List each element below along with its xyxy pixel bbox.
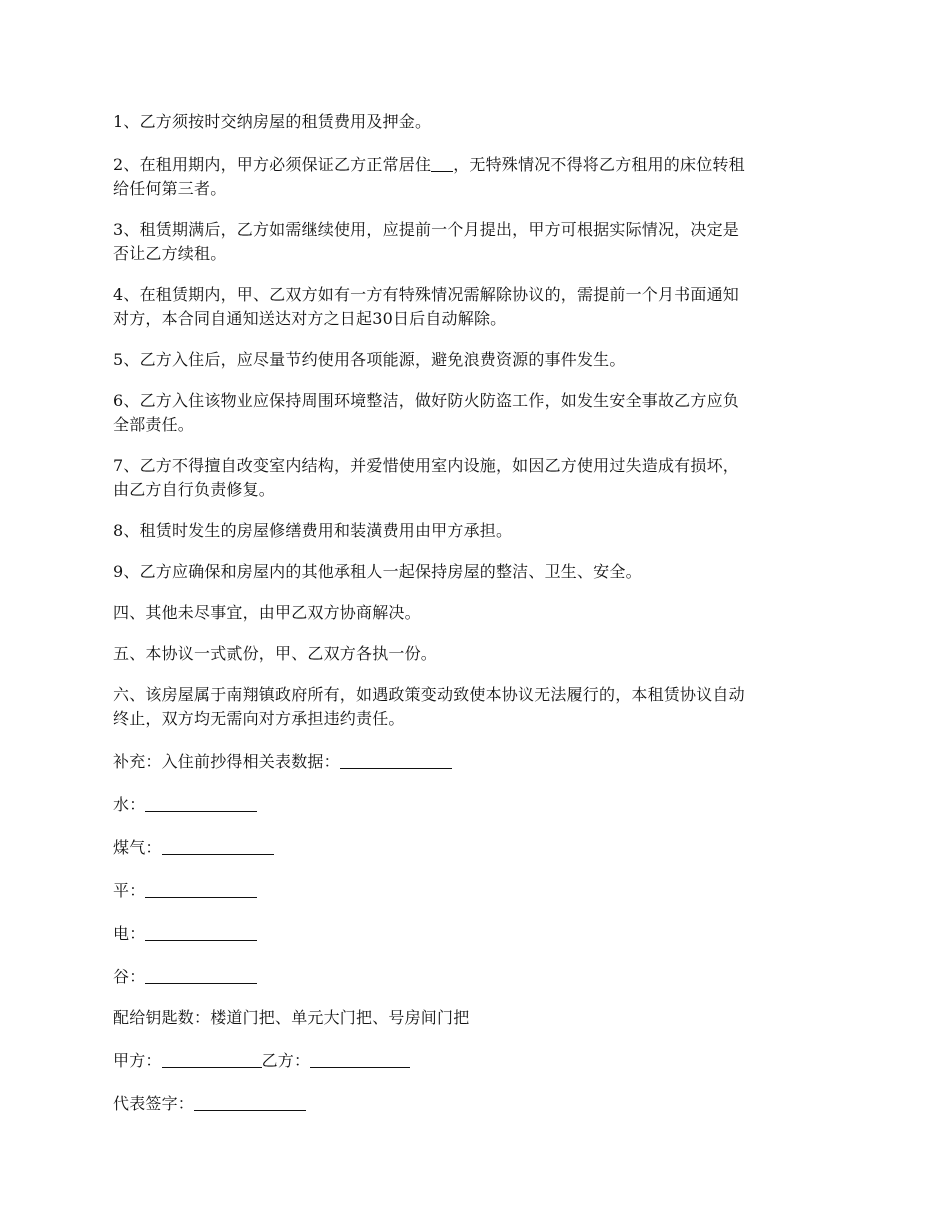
clause-6 [113, 389, 843, 437]
document-page [113, 110, 843, 1133]
party-b-label: 乙方： [261, 1051, 311, 1070]
clause-text: 否让乙方续租。 [113, 244, 227, 263]
section-text: 六、该房屋属于南翔镇政府所有，如遇政策变动致使本协议无法履行的，本租赁协议自动 [113, 685, 745, 704]
gas-meter-row [113, 834, 843, 860]
clause-line [113, 151, 843, 177]
clause-text: 1、乙方须按时交纳房屋的租赁费用及押金。 [113, 112, 432, 131]
blank-line [194, 1092, 306, 1111]
blank-line [145, 879, 257, 898]
blank-line [340, 750, 452, 769]
clause-1 [113, 110, 843, 134]
keys-row [113, 1006, 843, 1030]
party-a-label: 甲方： [113, 1051, 162, 1070]
blank-line [145, 922, 257, 941]
keys-text: 配给钥匙数：楼道门把、单元大门把、号房间门把 [113, 1008, 470, 1027]
clause-text: 全部责任。 [113, 415, 195, 434]
clause-text: 给任何第三者。 [113, 179, 227, 198]
valley-meter-row [113, 963, 843, 989]
blank-line [145, 793, 257, 812]
representative-signature-row [113, 1090, 843, 1116]
supplement-meter-row [113, 748, 843, 774]
clause-text: 7、乙方不得擅自改变室内结构，并爱惜使用室内设施，如因乙方使用过失造成有损坏， [113, 456, 739, 475]
blank-line [431, 153, 453, 172]
valley-label: 谷： [113, 967, 146, 986]
water-label: 水： [113, 795, 146, 814]
clause-text: 由乙方自行负责修复。 [113, 480, 276, 499]
gas-label: 煤气： [113, 838, 162, 857]
section-5 [113, 642, 843, 666]
electric-meter-row [113, 920, 843, 946]
section-6 [113, 683, 843, 731]
parties-row [113, 1047, 843, 1073]
clause-text: 2、在租用期内，甲方必须保证乙方正常居住 [113, 155, 432, 174]
clause-text: 9、乙方应确保和房屋内的其他承租人一起保持房屋的整洁、卫生、安全。 [113, 562, 642, 581]
clause-9 [113, 560, 843, 584]
clause-2 [113, 151, 843, 201]
water-meter-row [113, 791, 843, 817]
clause-text: 5、乙方入住后，应尽量节约使用各项能源，避免浪费资源的事件发生。 [113, 350, 626, 369]
clause-text: ，无特殊情况不得将乙方租用的床位转租 [453, 155, 745, 174]
blank-line [310, 1049, 410, 1068]
clause-text: 对方，本合同自通知送达对方之日起30日后自动解除。 [113, 309, 507, 328]
electric-label: 电： [113, 924, 146, 943]
clause-8 [113, 519, 843, 543]
peak-label: 平： [113, 881, 146, 900]
clause-text: 6、乙方入住该物业应保持周围环境整洁，做好防火防盗工作，如发生安全事故乙方应负 [113, 391, 739, 410]
blank-line [145, 965, 257, 984]
section-text: 四、其他未尽事宜，由甲乙双方协商解决。 [113, 603, 421, 622]
clause-text: 8、租赁时发生的房屋修缮费用和装潢费用由甲方承担。 [113, 521, 513, 540]
section-text: 五、本协议一式贰份，甲、乙双方各执一份。 [113, 644, 438, 663]
clause-text: 3、租赁期满后，乙方如需继续使用，应提前一个月提出，甲方可根据实际情况，决定是 [113, 220, 739, 239]
supplement-label: 补充：入住前抄得相关表数据： [113, 752, 340, 771]
clause-text: 4、在租赁期内，甲、乙双方如有一方有特殊情况需解除协议的，需提前一个月书面通知 [113, 285, 739, 304]
rep-signature-label: 代表签字： [113, 1094, 195, 1113]
blank-line [162, 1049, 262, 1068]
section-text: 终止，双方均无需向对方承担违约责任。 [113, 709, 405, 728]
clause-3 [113, 218, 843, 266]
clause-7 [113, 454, 843, 502]
section-4 [113, 601, 843, 625]
clause-4 [113, 283, 843, 331]
peak-meter-row [113, 877, 843, 903]
blank-line [162, 836, 274, 855]
clause-5 [113, 348, 843, 372]
